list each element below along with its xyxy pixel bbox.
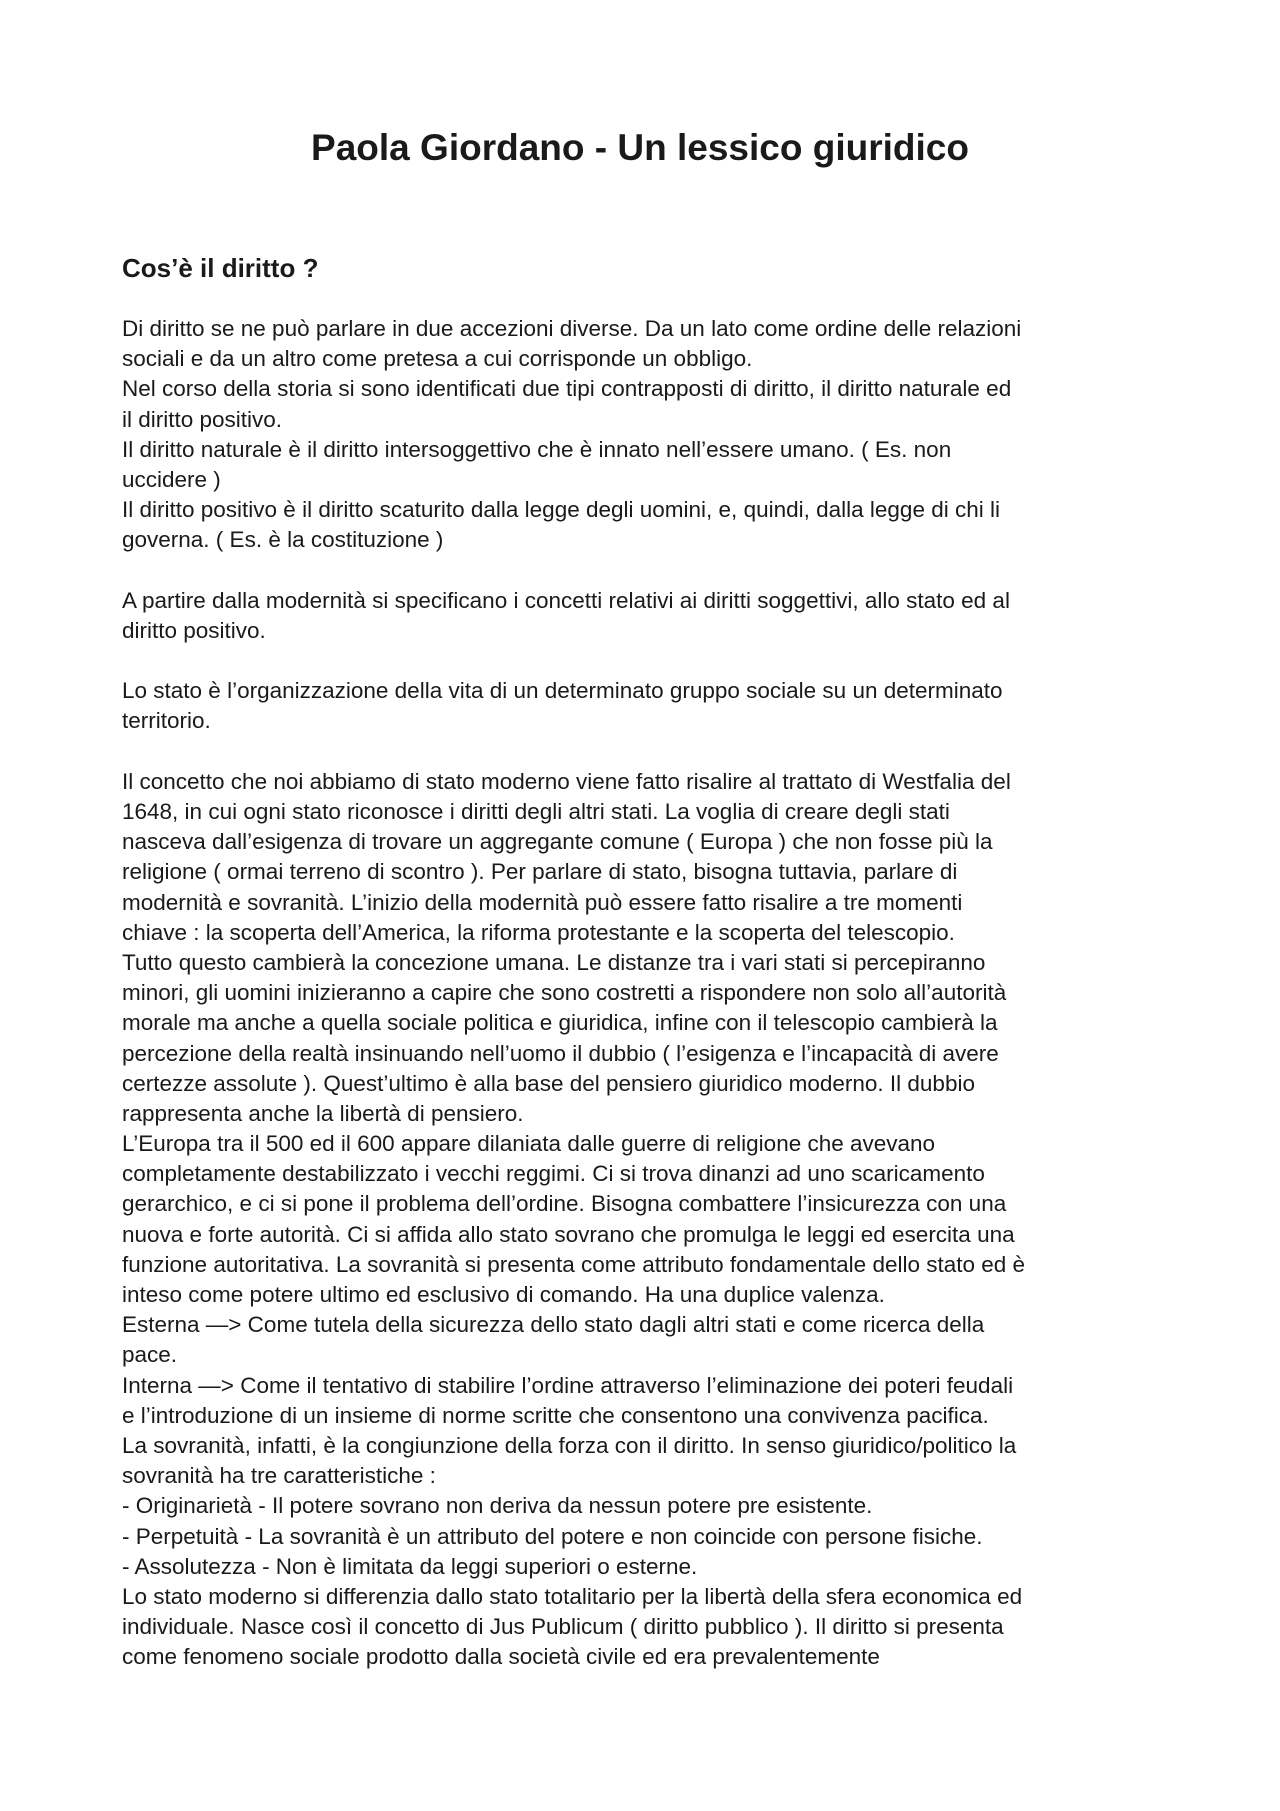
text-line: - Perpetuità - La sovranità è un attributo del potere e non coincide con persone fisiche. (122, 1523, 983, 1549)
text-line: Il diritto naturale è il diritto intersoggettivo che è innato nell’essere umano. ( Es. non (122, 436, 952, 462)
paragraph (122, 314, 1182, 556)
text-line: percezione della realtà insinuando nell’uomo il dubbio ( l’esigenza e l’incapacità di avere (122, 1040, 999, 1066)
text-line: gerarchico, e ci si pone il problema dell’ordine. Bisogna combattere l’insicurezza con una (122, 1191, 1007, 1217)
text-line: individuale. Nasce così il concetto di Jus Publicum ( diritto pubblico ). Il diritto si presenta (122, 1614, 1004, 1640)
document-body (122, 314, 1182, 1672)
text-line: rappresenta anche la libertà di pensiero. (122, 1100, 524, 1126)
text-line: pace. (122, 1342, 178, 1368)
text-line: - Assolutezza - Non è limitata da leggi superiori o esterne. (122, 1553, 698, 1579)
text-line: Lo stato moderno si differenzia dallo stato totalitario per la libertà della sfera economica ed (122, 1583, 1023, 1609)
text-line: governa. ( Es. è la costituzione ) (122, 527, 444, 553)
text-line: Lo stato è l’organizzazione della vita di un determinato gruppo sociale su un determinato (122, 678, 1003, 704)
text-line: - Originarietà - Il potere sovrano non deriva da nessun potere pre esistente. (122, 1493, 873, 1519)
text-line: Il diritto positivo è il diritto scaturito dalla legge degli uomini, e, quindi, dalla legge di chi li (122, 497, 1000, 523)
text-line: L’Europa tra il 500 ed il 600 appare dilaniata dalle guerre di religione che avevano (122, 1131, 936, 1157)
text-line: diritto positivo. (122, 617, 266, 643)
text-line: Di diritto se ne può parlare in due accezioni diverse. Da un lato come ordine delle relazioni (122, 316, 1022, 341)
document-title: Paola Giordano - Un lessico giuridico (311, 127, 969, 168)
text-line: Interna —> Come il tentativo di stabilire l’ordine attraverso l’eliminazione dei poteri feudali (122, 1372, 1014, 1398)
text-line: 1648, in cui ogni stato riconosce i diritti degli altri stati. La voglia di creare degli stati (122, 799, 950, 824)
text-line: sovranità ha tre caratteristiche : (122, 1463, 436, 1489)
text-line: A partire dalla modernità si specificano i concetti relativi ai diritti soggettivi, allo stato ed al (122, 587, 1010, 613)
text-line: e l’introduzione di un insieme di norme scritte che consentono una convivenza pacifica. (122, 1402, 989, 1428)
text-line: La sovranità, infatti, è la congiunzione della forza con il diritto. In senso giuridico/politico la (122, 1432, 1017, 1458)
text-line: minori, gli uomini inizieranno a capire che sono costretti a rispondere non solo all’autorità (122, 980, 1007, 1006)
text-line: nasceva dall’esigenza di trovare un aggregante comune ( Europa ) che non fosse più la (122, 829, 993, 855)
paragraph-gap (122, 646, 1182, 676)
section-heading: Cos’è il diritto ? (122, 253, 319, 283)
text-line: territorio. (122, 708, 211, 734)
text-line: come fenomeno sociale prodotto dalla società civile ed era prevalentemente (122, 1644, 880, 1670)
text-line: certezze assolute ). Quest’ultimo è alla base del pensiero giuridico moderno. Il dubbio (122, 1070, 975, 1096)
paragraph (122, 676, 1182, 736)
text-line: nuova e forte autorità. Ci si affida allo stato sovrano che promulga le leggi ed esercita una (122, 1221, 1015, 1247)
paragraph-gap (122, 556, 1182, 586)
text-line: morale ma anche a quella sociale politica e giuridica, infine con il telescopio cambierà la (122, 1010, 998, 1036)
text-line: religione ( ormai terreno di scontro ). Per parlare di stato, bisogna tuttavia, parlare di (122, 859, 958, 885)
text-line: Tutto questo cambierà la concezione umana. Le distanze tra i vari stati si percepiranno (122, 949, 986, 975)
text-line: il diritto positivo. (122, 406, 283, 432)
text-line: inteso come potere ultimo ed esclusivo di comando. Ha una duplice valenza. (122, 1282, 885, 1307)
paragraph (122, 767, 1182, 1673)
text-line: funzione autoritativa. La sovranità si presenta come attributo fondamentale dello stato ed è (122, 1251, 1026, 1277)
text-line: chiave : la scoperta dell’America, la riforma protestante e la scoperta del telescopio. (122, 919, 955, 945)
text-line: sociali e da un altro come pretesa a cui corrisponde un obbligo. (122, 346, 753, 372)
paragraph (122, 586, 1182, 646)
text-line: uccidere ) (122, 466, 221, 492)
text-line: Esterna —> Come tutela della sicurezza dello stato dagli altri stati e come ricerca della (122, 1312, 985, 1338)
text-line: modernità e sovranità. L’inizio della modernità può essere fatto risalire a tre momenti (122, 889, 963, 915)
text-line: Il concetto che noi abbiamo di stato moderno viene fatto risalire al trattato di Westfalia del (122, 768, 1011, 794)
text-line: completamente destabilizzato i vecchi reggimi. Ci si trova dinanzi ad uno scaricamento (122, 1161, 985, 1187)
text-line: Nel corso della storia si sono identificati due tipi contrapposti di diritto, il diritto naturale ed (122, 376, 1012, 402)
paragraph-gap (122, 737, 1182, 767)
